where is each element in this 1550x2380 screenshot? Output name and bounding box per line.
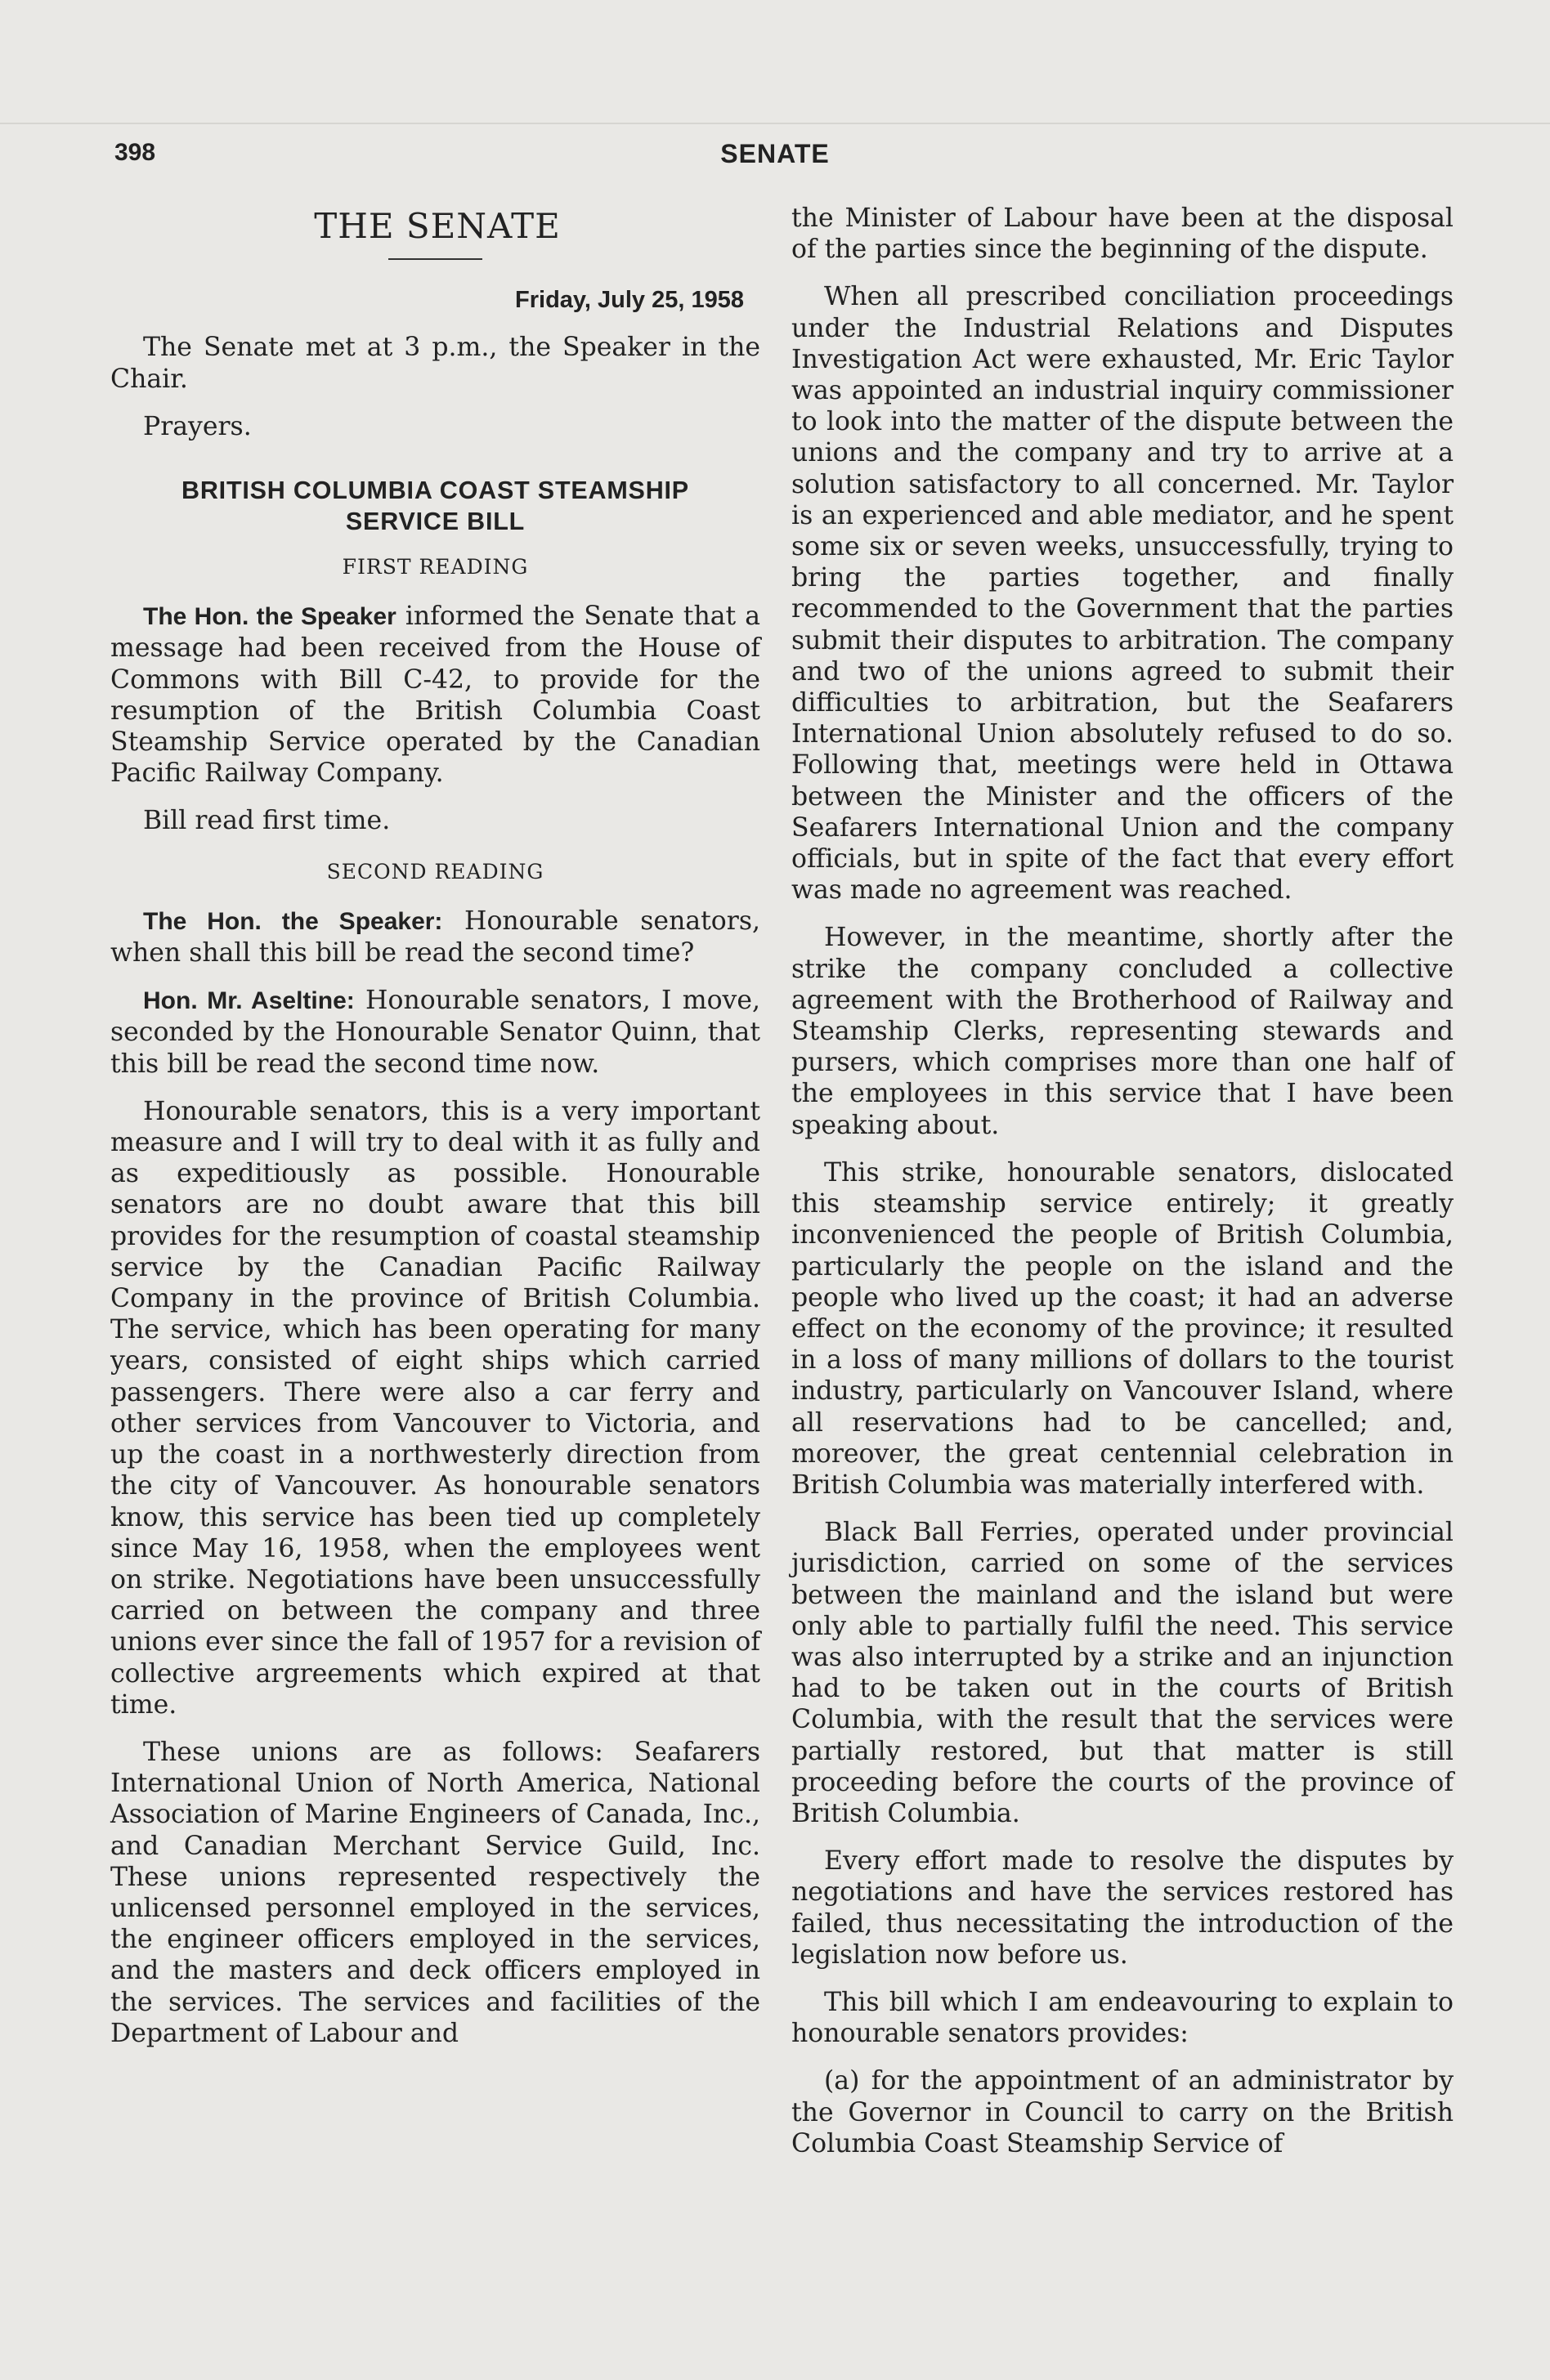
left-column bbox=[110, 203, 760, 2065]
paragraph-text: Honourable senators, when shall this bill be read the second time? bbox=[110, 906, 760, 969]
running-head bbox=[114, 139, 1436, 180]
scan-header-line bbox=[0, 123, 1550, 124]
prayers-paragraph: Prayers. bbox=[143, 411, 252, 441]
paragraph-text: Honourable senators, I move, seconded by the Honourable Senator Quinn, that this bill be read the second time now. bbox=[110, 986, 760, 1079]
body-paragraph: When all prescribed conciliation proceedings under the Industrial Relations and Disputes Investigation Act were exhausted, Mr. Eric Taylor was appointed an industrial inquiry commissioner to look into the matter of the dispute between the unions and the company and try to arrive at a solution satisfactory to all concerned. Mr. Taylor is an experienced and able mediator, and he spent some six or seven weeks, unsuccessfully, trying to bring the parties together, and finally recommended to the Government that the parties submit their disputes to arbitration. The company and two of the unions agreed to submit their difficulties to arbitration, but the Seafarers International Union absolutely refused to do so. Following that, meetings were held in Ottawa between the Minister and the officers of the Seafarers International Union and the company officials, but in spite of the fact that every effort was made no agreement was reached. bbox=[791, 282, 1454, 906]
opening-paragraph: The Senate met at 3 p.m., the Speaker in the Chair. bbox=[110, 333, 760, 394]
speaker-message-paragraph bbox=[110, 601, 760, 789]
right-column bbox=[791, 203, 1454, 2176]
body-paragraph-continued: the Minister of Labour have been at the disposal of the parties since the beginning of the dispute. bbox=[791, 204, 1454, 265]
speaker-name: The Hon. the Speaker bbox=[143, 603, 396, 631]
body-paragraph: These unions are as follows: Seafarers International Union of North America, National Association of Marine Engineers of Canada, Inc., and Canadian Merchant Service Guild, Inc. These unions represented respectively the unlicensed personnel employed in the services, the engineer officers employed in the services, and the masters and deck officers employed in the services. The services and facilities of the Department of Labour and bbox=[110, 1737, 760, 2048]
sitting-date: Friday, July 25, 1958 bbox=[515, 287, 744, 314]
body-paragraph: This strike, honourable senators, dislocated this steamship service entirely; it greatly inconvenienced the people of British Columbia, particularly the people on the island and the people who lived up the coast; it had an adverse effect on the economy of the province; it resulted in a loss of many millions of dollars to the tourist industry, particularly on Vancouver Island, where all reservations had to be cancelled; and, moreover, the great centennial celebration in British Columbia was materially interfered with. bbox=[791, 1157, 1454, 1500]
body-paragraph: However, in the meantime, shortly after the strike the company concluded a collective agreement with the Brotherhood of Railway and Steamship Clerks, representing stewards and pursers, which comprises more than one half of the employees in this service that I have been speaking about. bbox=[791, 923, 1454, 1140]
bill-read-first-paragraph: Bill read first time. bbox=[143, 806, 391, 836]
speaker-name: The Hon. the Speaker: bbox=[143, 907, 443, 935]
body-paragraph: Honourable senators, this is a very important measure and I will try to deal with it as fully and as expeditiously as possible. Honourable senators are no doubt aware that this bill provides for the resumption of coastal steamship service by the Canadian Pacific Railway Company in the province of British Columbia. The service, which has been operating for many years, consisted of eight ships which carried passengers. There were also a car ferry and other services from Vancouver to Victoria, and up the coast in a northwesterly direction from the city of Vancouver. As honourable senators know, this service has been tied up completely since May 16, 1958, when the employees went on strike. Negotiations have been unsuccessfully carried on between the company and three unions ever since the fall of 1957 for a revision of collective argreements which expired at that time. bbox=[110, 1096, 760, 1720]
paragraph-text: informed the Senate that a message had been received from the House of Commons with Bill C-42, to provide for the resumption of the British Columbia Coast Steamship Service operated by the Canadian Pacific Railway Company. bbox=[110, 602, 760, 789]
page-number: 398 bbox=[114, 139, 156, 166]
first-reading-heading: FIRST READING bbox=[342, 555, 529, 579]
speaker-name: Hon. Mr. Aseltine: bbox=[143, 987, 355, 1015]
body-paragraph: This bill which I am endeavouring to explain to honourable senators provides: bbox=[791, 1987, 1454, 2049]
section-title: THE SENATE bbox=[314, 206, 561, 246]
bill-heading-line1: BRITISH COLUMBIA COAST STEAMSHIP bbox=[181, 476, 689, 505]
speaker-question-paragraph bbox=[110, 906, 760, 969]
body-paragraph: Black Ball Ferries, operated under provincial jurisdiction, carried on some of the services between the mainland and the island but were only able to partially fulfil the need. This service was also interrupted by a strike and an injunction had to be taken out in the courts of British Columbia, with the result that the services were partially restored, but that matter is still proceeding before the courts of the province of British Columbia. bbox=[791, 1518, 1454, 1828]
body-paragraph: (a) for the appointment of an administrator by the Governor in Council to carry on the British Columbia Coast Steamship Service of bbox=[791, 2066, 1454, 2159]
second-reading-heading: SECOND READING bbox=[326, 859, 544, 884]
bill-heading-line2: SERVICE BILL bbox=[345, 508, 526, 536]
aseltine-motion-paragraph bbox=[110, 985, 760, 1080]
title-rule bbox=[388, 258, 482, 260]
running-title: SENATE bbox=[720, 139, 830, 168]
bill-heading bbox=[110, 475, 760, 537]
body-paragraph: Every effort made to resolve the disputes by negotiations and have the services restored has failed, thus necessitating the introduction of the legislation now before us. bbox=[791, 1846, 1454, 1970]
